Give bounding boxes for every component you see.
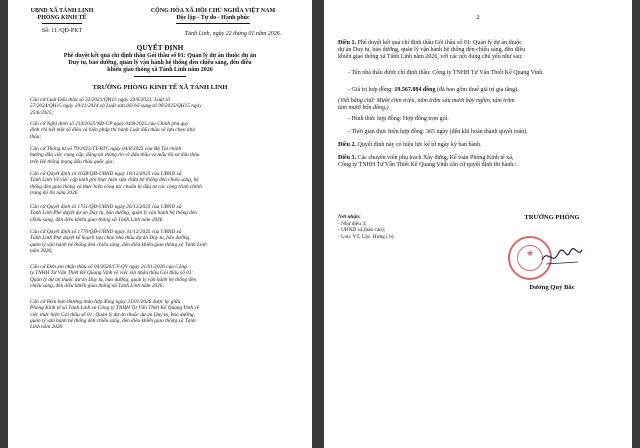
- subject-underline: [134, 76, 186, 77]
- price-in-words: [338, 98, 620, 112]
- authority-heading: TRƯỞNG PHÒNG KINH TẾ XÃ TÁNH LINH: [92, 84, 228, 91]
- article-1-line: dự án Duy tu, bảo dưỡng, quản lý vận hành hệ thống đèn chiếu sáng, đèn điều: [338, 47, 526, 54]
- basis-7-line: chiếu sáng, đèn điều khiển giao thông xã Tánh Linh năm 2026;: [30, 283, 165, 290]
- article-2-label: Điều 2.: [338, 142, 356, 148]
- article-1-line: Phê duyệt kết quả chỉ định thầu Gói thầu số 01: Quản lý dự án thuộc: [357, 40, 522, 46]
- price-value: 19.567.884 đồng: [394, 87, 436, 93]
- place-date: Tánh Linh, ngày 22 tháng 01 năm 2026.: [184, 31, 282, 37]
- basis-3-line: trên Hệ thống mạng đấu thầu quốc gia;: [30, 158, 115, 165]
- basis-3: [30, 146, 306, 165]
- basis-2-line: Căn cứ Nghị định số 214/2025/NĐ-CP ngày 04/8/2025 của Chính phủ quy: [30, 121, 189, 127]
- basis-5-line: chiếu sáng, đèn điều khiển giao thông xã Tánh Linh năm 2026: [30, 216, 163, 223]
- price-note: (đã bao gồm thuế giá trị gia tăng).: [435, 87, 519, 93]
- document-page-1: [8, 0, 312, 448]
- basis-4: [30, 171, 306, 196]
- basis-4-line: trang đô thị năm 2026: [30, 190, 78, 197]
- basis-8-line: Phòng Kinh tế xã Tánh Linh và Công ty TNHH Tư Vấn Thiết Kế Quang Vinh về: [30, 305, 200, 312]
- basis-4-line: thống đèn giao thông và thực hiện công tác chuẩn bị đầu tư các công trình chỉnh: [30, 183, 202, 190]
- doc-type: QUYẾT ĐỊNH: [136, 43, 184, 52]
- handwritten-signature: [540, 244, 584, 268]
- official-seal: ★: [508, 236, 552, 280]
- basis-3-line: Căn cứ Thông tư số 79/2025/TT-BTC ngày 04/8/2025 của Bộ Tài chính: [30, 146, 182, 152]
- recipient-item: - UBND xã (báo cáo);: [338, 227, 386, 234]
- article-3: [338, 155, 620, 169]
- basis-8-line: việc thực hiện Gói thầu số 01: Quản lý dự án thuộc dự án Duy tu, bảo dưỡng,: [30, 311, 195, 318]
- org-line-2: PHÒNG KINH TẾ: [37, 15, 87, 21]
- basis-2-line: định chi tiết một số điều và biện pháp thi hành Luật đấu thầu về lựa chọn nhà: [30, 127, 195, 134]
- page-number: 2: [476, 14, 480, 21]
- basis-5-line: Tánh Linh Phê duyệt dự án Duy tu, bảo dưỡng, quản lý vận hành hệ thống đèn: [30, 210, 197, 217]
- duration-line: - Thời gian thực hiện hợp đồng: 365 ngày (đến khi hoàn thành quyết toán).: [348, 129, 528, 135]
- doc-number: Số: 11 /QĐ-PKT: [41, 28, 83, 34]
- basis-2-line: thầu;: [30, 133, 42, 140]
- basis-8-line: Căn cứ Biên bản thương thảo hợp đồng ngày 21/01/2026 được ký giữa: [30, 299, 181, 305]
- price-words-line: (Viết bằng chữ: Mười chín triệu, năm trăm sáu mươi bảy nghìn, tám trăm: [338, 98, 515, 104]
- contractor-line: - Tên nhà thầu được chỉ định thầu: Công ty TNHH Tư Vấn Thiết Kế Quang Vinh.: [348, 70, 544, 76]
- nation-line-2: Độc lập - Tự do - Hạnh phúc: [176, 15, 250, 21]
- basis-7: [30, 264, 306, 289]
- basis-6: [30, 229, 306, 254]
- basis-3-line: hướng dẫn việc cung cấp, đăng tải thông tin về đấu thầu và mẫu hồ sơ đấu thầu: [30, 152, 200, 159]
- article-3-line: Công ty TNHH Tư Vấn Thiết Kế Quang Vinh căn cứ quyết định thi hành./.: [338, 162, 518, 169]
- basis-6-line: Căn cứ Quyết định số 1770/QĐ-UBND ngày 31/12/2025 của UBND xã: [30, 229, 182, 235]
- org-underline: [42, 23, 82, 24]
- nation-underline: [176, 23, 250, 24]
- basis-5: [30, 204, 306, 223]
- basis-5-line: Căn cứ Quyết định số 1731/QĐ-UBND ngày 26/12/2025 của UBND xã: [30, 204, 182, 210]
- basis-8: [30, 299, 306, 331]
- contract-type-line: - Hình thức hợp đồng: Hợp đồng trọn gói.: [348, 116, 449, 122]
- price-words-line: tám mươi bốn đồng.): [338, 105, 389, 112]
- basis-1: [30, 97, 306, 116]
- basis-8-line: Linh năm 2026.: [30, 324, 64, 331]
- basis-6-line: quản lý vận hành hệ thống đèn chiếu sáng, đèn điều khiển giao thông xã Tánh Linh: [30, 241, 207, 248]
- nation-line-1: CỘNG HÒA XÃ HỘI CHỦ NGHĨA VIỆT NAM: [150, 8, 276, 14]
- price-label: - Giá trị hợp đồng:: [348, 87, 395, 93]
- recipient-item: - Như điều 3;: [338, 221, 367, 227]
- article-3-label: Điều 3.: [338, 155, 356, 161]
- price-line: [348, 87, 624, 94]
- subject-line-1: Phê duyệt kết quả chỉ định thầu Gói thầu số 01: Quản lý dự án thuộc dự án: [63, 53, 257, 59]
- basis-7-line: ty TNHH Tư Vấn Thiết Kế Quang Vinh về việc xin nhận thầu Gói thầu số 01:: [30, 270, 194, 277]
- basis-1-line: 57/2024/QH15 ngày 29/11/2024 và Luật sửa đổi bổ sung số 90/2025/QH15 ngày: [30, 103, 202, 110]
- basis-8-line: quản lý vận hành hệ thống đèn chiếu sáng, đèn điều khiển giao thông xã Tánh: [30, 318, 196, 325]
- article-3-line: Các chuyên viên phụ trách Xây dựng, Kế toán Phòng Kinh tế xã,: [357, 155, 514, 161]
- article-2: [338, 142, 620, 149]
- basis-6-line: Tánh Linh Phê duyệt kế hoạch lựa chọn nhà thầu dự án Duy tu, bảo dưỡng,: [30, 235, 191, 242]
- basis-4-line: Tánh Linh Về việc cấp kinh phí thực hiện sửa chữa hệ thống đèn chiếu sáng, hệ: [30, 177, 199, 184]
- basis-6-line: năm 2026;: [30, 248, 53, 255]
- basis-4-line: Căn cứ Quyết định số 1638/QĐ-UBND ngày 18/12/2025 của UBND xã: [30, 171, 182, 177]
- recipients-list: [338, 221, 468, 240]
- basis-2: [30, 121, 306, 140]
- recipients-title: Nơi nhận:: [338, 214, 361, 220]
- article-1-line: khiển giao thông xã Tánh Linh năm 2026, với các nội dung chủ yếu như sau:: [338, 54, 523, 61]
- subject-line-2: Duy tu, bảo dưỡng, quản lý vận hành hệ thống đèn chiếu sáng, đèn điều: [68, 60, 252, 66]
- subject-line-3: khiển giao thông xã Tánh Linh năm 2026: [107, 67, 213, 73]
- basis-7-line: Quản lý dự án thuộc dự án Duy tu, bảo dưỡng, quản lý vận hành hệ thống đèn: [30, 276, 197, 283]
- org-line-1: UBND XÃ TÁNH LINH: [30, 8, 94, 14]
- basis-7-line: Căn cứ Đơn xin nhận thầu số 04/2026/CV-QV ngày 21/01/2026 của Công: [30, 264, 187, 270]
- article-2-text: Quyết định này có hiệu lực kể từ ngày ký ban hành.: [357, 142, 482, 148]
- article-1: [338, 40, 620, 62]
- signer-title: TRƯỞNG PHÒNG: [524, 214, 580, 221]
- recipient-item: - Lưu: VT, Lộc, Hưng ( b).: [338, 233, 395, 240]
- basis-1-line: 25/6/2025;: [30, 109, 54, 116]
- signer-name: Dương Quý Bắc: [529, 284, 575, 291]
- document-page-2: [324, 0, 632, 448]
- article-1-label: Điều 1.: [338, 40, 356, 46]
- basis-1-line: Căn cứ Luật Đấu thầu số 22/2023/QH15 ngày 23/6/2023; Luật số: [30, 97, 171, 103]
